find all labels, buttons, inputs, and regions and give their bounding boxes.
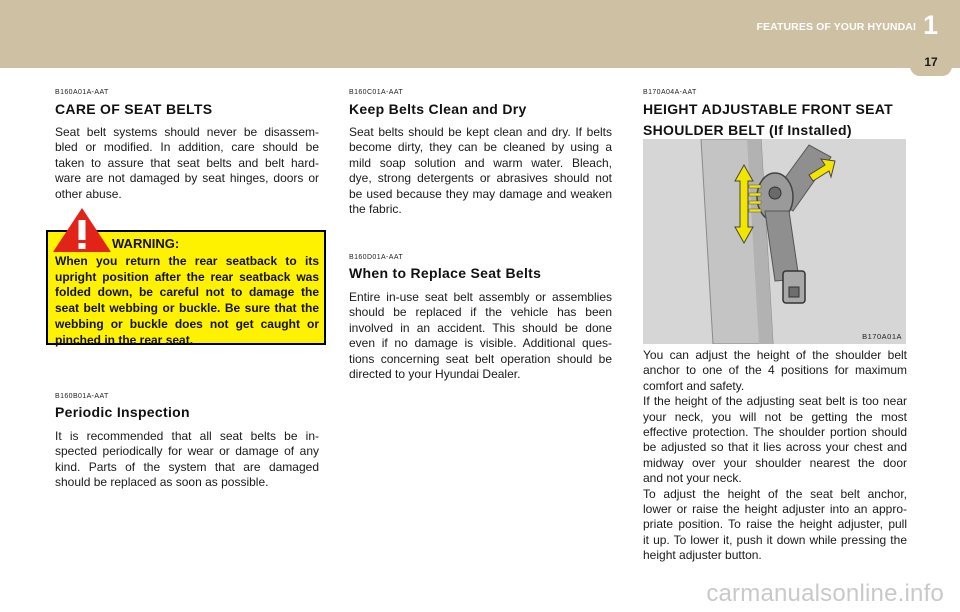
text-line: your neck, you will not be getting the most xyxy=(643,409,907,424)
text-line: webbing or buckle does not get caught or xyxy=(55,316,319,331)
text-line: spected periodically for wear or damage of any xyxy=(55,444,319,459)
text-line: involved in an accident. This should be done xyxy=(349,320,612,335)
text-line: the fabric. xyxy=(349,202,402,217)
text-line: dye, strong detergents or abrasives should not xyxy=(349,171,612,186)
section-body xyxy=(349,290,612,382)
text-line: taken to assure that seat belts and belt hard- xyxy=(55,155,319,170)
section-heading: SHOULDER BELT (If Installed) xyxy=(643,122,852,138)
section-code: B160D01A-AAT xyxy=(349,254,404,261)
text-line: become dirty, they can be cleaned by using a xyxy=(349,140,612,155)
section-heading: Keep Belts Clean and Dry xyxy=(349,101,527,117)
text-line: If the height of the adjusting seat belt is too near xyxy=(643,394,907,409)
text-line: pinched in the rear seat. xyxy=(55,332,194,347)
figure-label: B170A01A xyxy=(862,332,902,341)
text-line: even if no damage is visible. Additional ques- xyxy=(349,336,612,351)
text-line: You can adjust the height of the shoulder belt xyxy=(643,348,907,362)
section-heading: HEIGHT ADJUSTABLE FRONT SEAT xyxy=(643,101,894,117)
text-line: comfort and safety. xyxy=(643,378,745,393)
text-line: anchor to one of the 4 positions for maximum xyxy=(643,363,907,378)
section-code: B160C01A-AAT xyxy=(349,89,404,96)
text-line: upright position after the rear seatback was xyxy=(55,269,319,284)
section-heading: CARE OF SEAT BELTS xyxy=(55,101,213,117)
text-line: seat belt webbing or buckle. Be sure that the xyxy=(55,301,319,316)
text-line: bled or modified. In addition, care should be xyxy=(55,140,319,155)
header-band xyxy=(0,0,960,68)
watermark: carmanualsonline.info xyxy=(706,580,944,607)
section-code: B160A01A-AAT xyxy=(55,89,109,96)
text-line: effective protection. The shoulder portion should xyxy=(643,425,907,440)
text-line: Seat belts should be kept clean and dry. If belts xyxy=(349,125,612,139)
section-body xyxy=(55,125,319,202)
warning-title: WARNING: xyxy=(112,236,180,251)
section-body xyxy=(349,125,612,217)
text-line: tions concerning seat belt operation should be xyxy=(349,351,612,366)
text-line: To adjust the height of the seat belt anchor, xyxy=(643,486,907,501)
text-line: It is recommended that all seat belts be in- xyxy=(55,429,319,443)
text-line: Seat belt systems should never be disassem- xyxy=(55,125,319,139)
section-code: B170A04A-AAT xyxy=(643,89,697,96)
text-line: should be replaced if the vehicle has been xyxy=(349,305,612,320)
section-code: B160B01A-AAT xyxy=(55,393,109,400)
text-line: folded down, be careful not to damage the xyxy=(55,285,319,300)
chapter-title: FEATURES OF YOUR HYUNDAI xyxy=(756,21,916,33)
warning-body xyxy=(55,254,319,348)
text-line: midway over your shoulder nearest the door xyxy=(643,455,907,470)
text-line: and not your neck. xyxy=(643,471,742,486)
text-line: directed to your Hyundai Dealer. xyxy=(349,367,521,382)
text-line: priate position. To raise the height adjuster, pull xyxy=(643,517,907,532)
text-line: be adjusted so that it lies across your chest and xyxy=(643,440,907,455)
text-line: mild soap solution and warm water. Bleach, xyxy=(349,155,612,170)
section-body xyxy=(643,348,907,564)
warning-triangle-icon xyxy=(51,206,113,254)
seat-belt-height-adjuster-illustration xyxy=(643,139,906,344)
text-line: should be replaced as soon as possible. xyxy=(55,475,269,490)
section-heading: Periodic Inspection xyxy=(55,404,190,420)
text-line: ware are not damaged by seat hinges, doors or xyxy=(55,171,319,186)
page-number: 17 xyxy=(924,55,938,69)
section-heading: When to Replace Seat Belts xyxy=(349,265,542,281)
text-line: be used because they may damage and weaken xyxy=(349,186,612,201)
text-line: it up. To lower it, push it down while pressing the xyxy=(643,532,907,547)
text-line: lower or raise the height adjuster into an appro- xyxy=(643,502,907,517)
section-body xyxy=(55,429,319,491)
text-line: height adjuster button. xyxy=(643,548,762,563)
text-line: Entire in-use seat belt assembly or assemblies xyxy=(349,290,612,304)
text-line: kind. Parts of the system that are damaged xyxy=(55,459,319,474)
text-line: When you return the rear seatback to its xyxy=(55,254,319,268)
chapter-number: 1 xyxy=(922,10,938,40)
text-line: other abuse. xyxy=(55,186,122,201)
